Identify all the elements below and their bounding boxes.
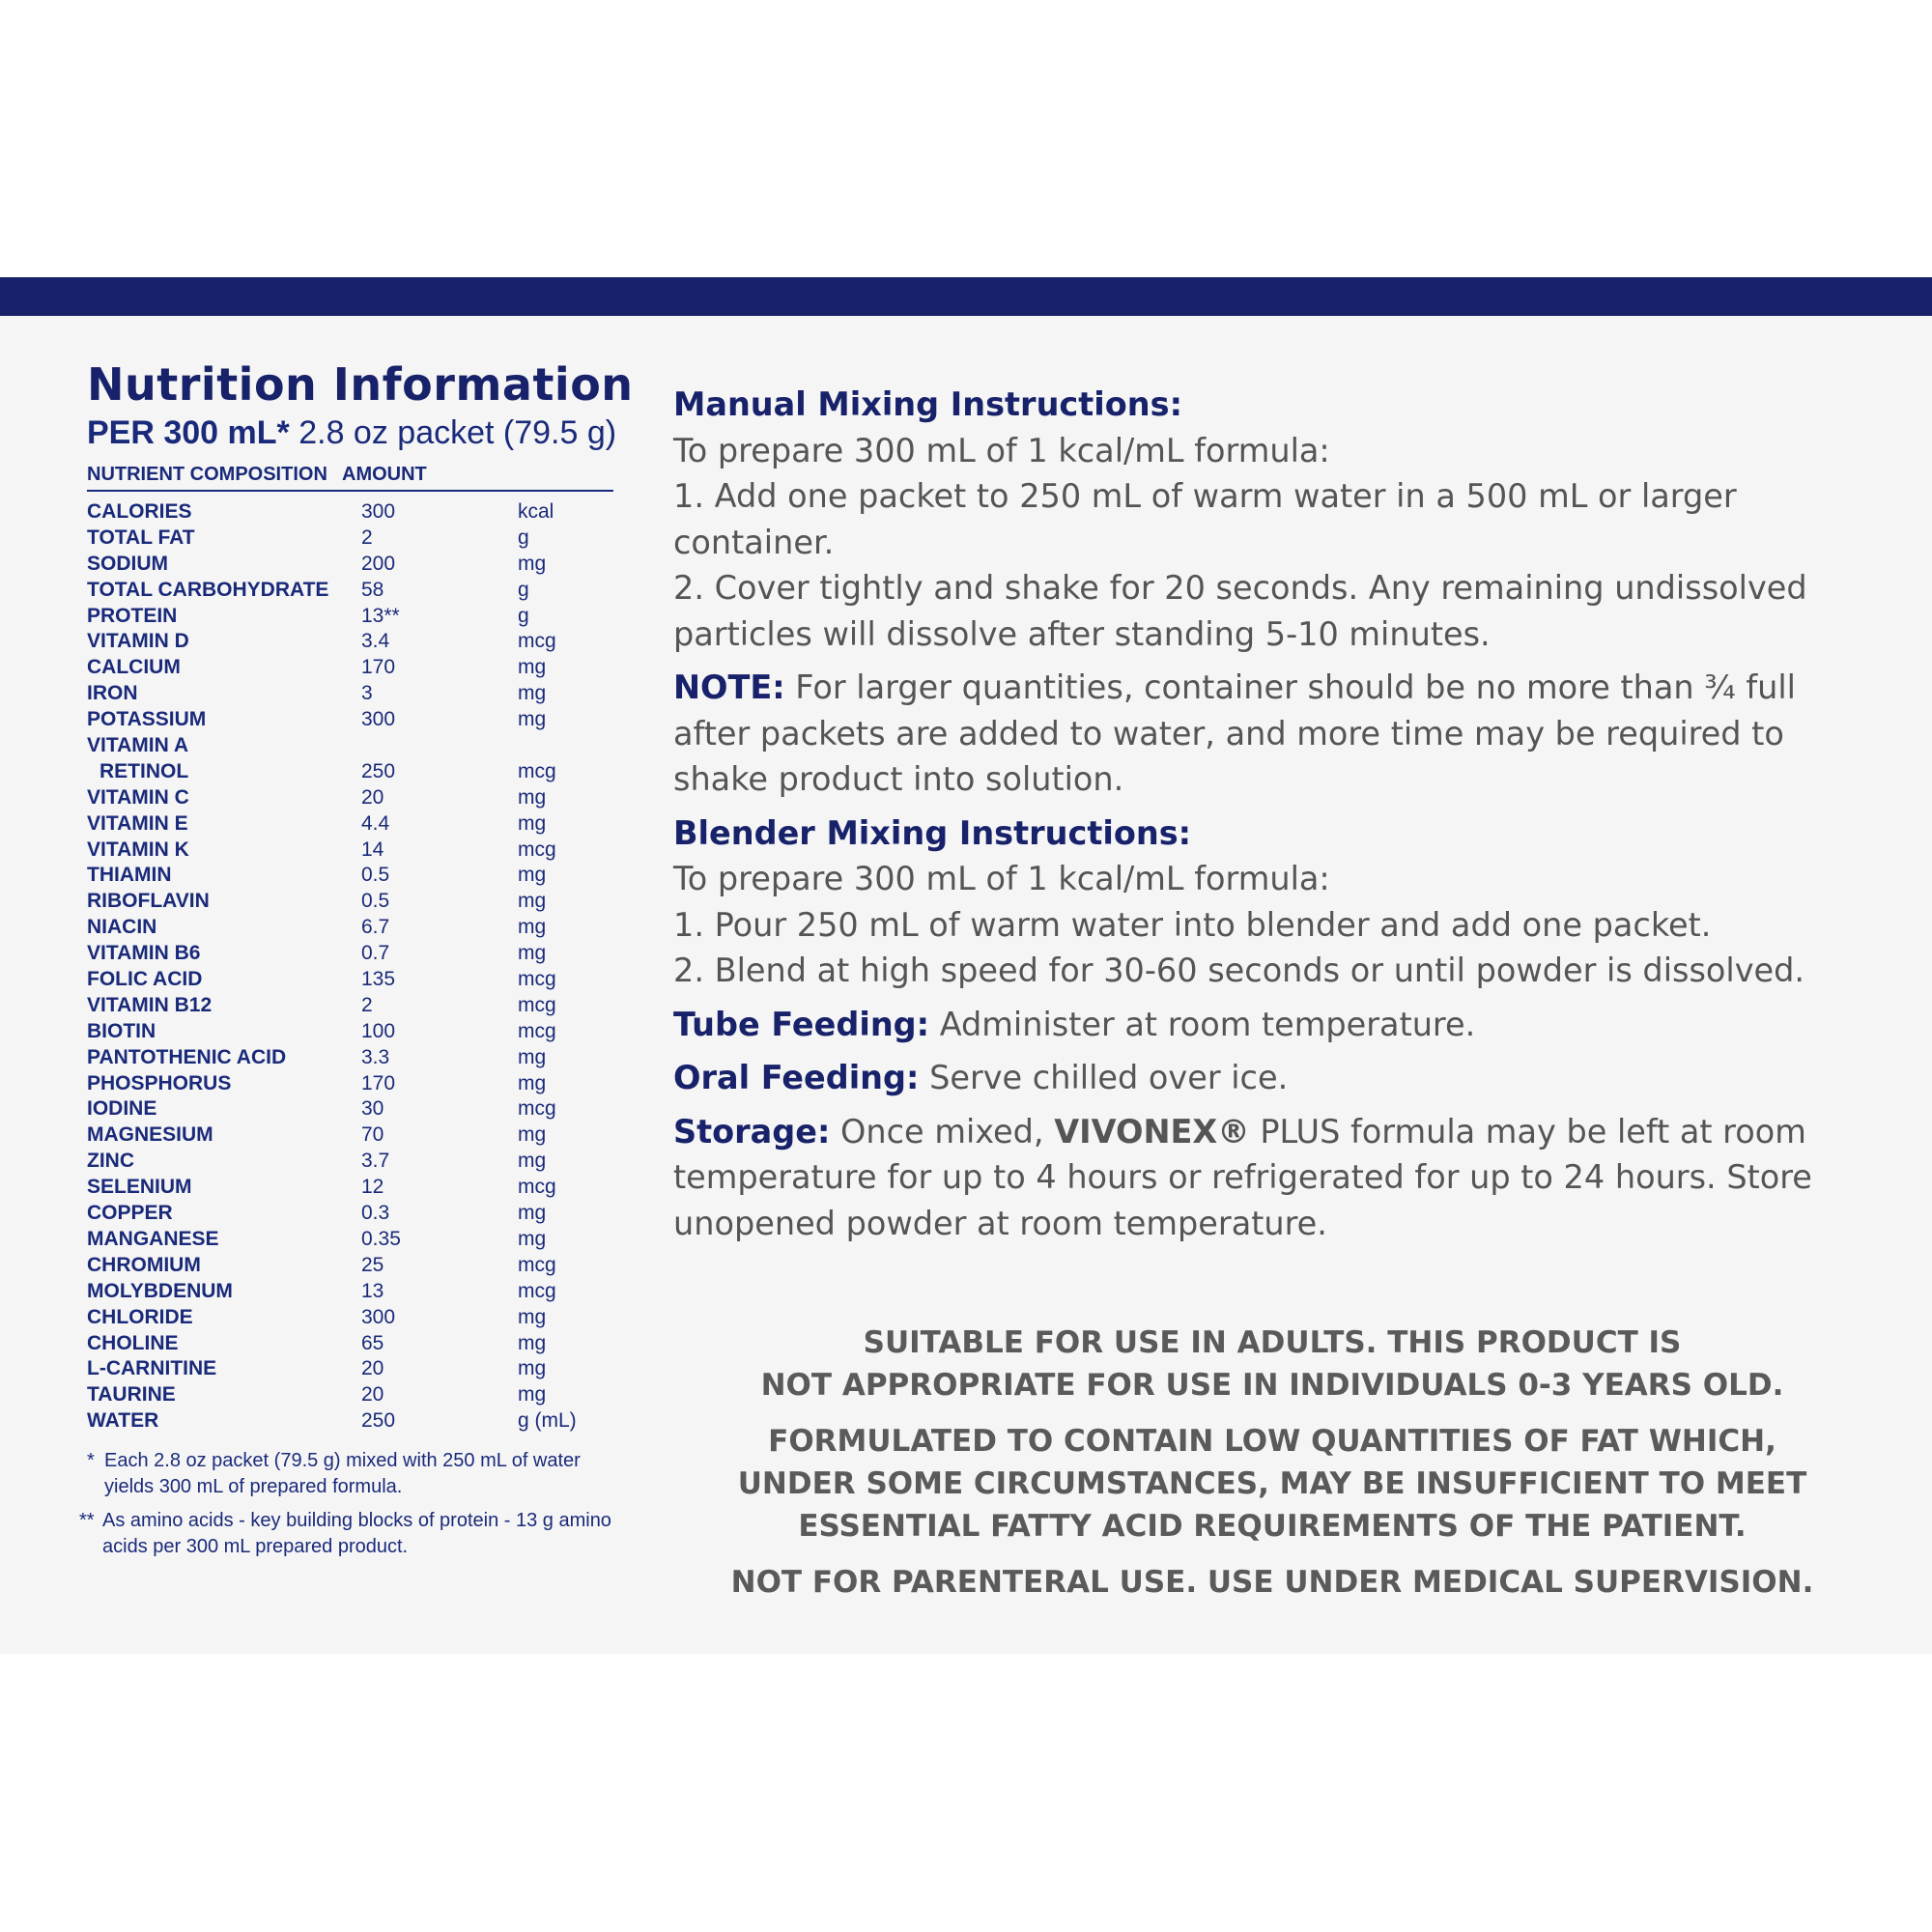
nutrient-unit: mg: [518, 916, 547, 939]
nutrient-row: [87, 499, 613, 526]
nutrient-unit: mg: [518, 552, 547, 575]
nutrient-row: [87, 1149, 613, 1175]
nutrient-unit: mg: [518, 942, 547, 965]
nutrient-row: [87, 681, 613, 707]
nutrient-unit: mg: [518, 811, 547, 835]
nutrient-name: MANGANESE: [87, 1227, 219, 1250]
nutrient-unit: mcg: [518, 1279, 556, 1302]
nutrient-name: TOTAL CARBOHYDRATE: [87, 578, 329, 601]
nutrient-amount: 3: [361, 682, 373, 705]
nutrition-table-body: [87, 492, 613, 1435]
nutrient-amount: 58: [361, 578, 384, 601]
warning-line: ESSENTIAL FATTY ACID REQUIREMENTS OF THE PATIENT.: [798, 1509, 1747, 1544]
blender-mixing-section: [673, 810, 1871, 994]
nutrient-amount: 0.5: [361, 864, 390, 887]
nutrient-row: [87, 707, 613, 733]
nutrient-amount: 70: [361, 1123, 384, 1147]
nutrient-name: L-CARNITINE: [87, 1357, 217, 1380]
nutrient-row: [87, 1122, 613, 1149]
parenteral-warning: [673, 1561, 1871, 1604]
nutrient-row: [87, 1305, 613, 1331]
header-nutrient: NUTRIENT COMPOSITION: [87, 464, 327, 485]
note-section: [673, 665, 1871, 803]
serving-size: [87, 413, 617, 452]
nutrient-unit: mcg: [518, 1176, 556, 1199]
oral-feeding-text: Serve chilled over ice.: [919, 1059, 1289, 1096]
nutrient-row: [87, 967, 613, 993]
nutrient-amount: 170: [361, 656, 396, 679]
nutrient-unit: mg: [518, 1227, 547, 1250]
manual-mixing-heading: Manual Mixing Instructions:: [673, 385, 1182, 423]
nutrient-row: [87, 629, 613, 655]
warning-line: NOT FOR PARENTERAL USE. USE UNDER MEDICAL SUPERVISION.: [730, 1565, 1814, 1600]
nutrient-name: TOTAL FAT: [87, 526, 195, 549]
tube-feeding-paragraph: [673, 1002, 1871, 1048]
nutrient-name: ZINC: [87, 1150, 134, 1173]
nutrient-unit: g (mL): [518, 1409, 577, 1433]
nutrient-row: [87, 526, 613, 552]
storage-paragraph: [673, 1109, 1871, 1247]
footnote-mark: *: [87, 1450, 95, 1472]
nutrition-footnotes: [79, 1448, 613, 1560]
top-color-bar: [0, 277, 1932, 316]
tube-feeding-label: Tube Feeding:: [673, 1005, 930, 1043]
nutrient-amount: 135: [361, 968, 396, 991]
footnote-single: [87, 1448, 613, 1500]
serving-size-detail: 2.8 oz packet (79.5 g): [289, 414, 617, 451]
nutrient-row: [87, 655, 613, 681]
nutrient-row: [87, 1201, 613, 1227]
nutrient-amount: 0.5: [361, 890, 390, 913]
nutrient-unit: mg: [518, 1045, 547, 1068]
nutrient-name: TAURINE: [87, 1383, 176, 1406]
nutrient-row: [87, 863, 613, 889]
nutrient-amount: 6.7: [361, 916, 390, 939]
nutrient-row: [87, 1045, 613, 1071]
blender-mixing-heading: Blender Mixing Instructions:: [673, 813, 1192, 852]
footnote-text: As amino acids - key building blocks of protein - 13 g amino acids per 300 mL prepared product.: [102, 1510, 611, 1558]
nutrient-amount: 14: [361, 838, 384, 861]
nutrient-unit: [518, 733, 610, 759]
nutrient-row: [87, 785, 613, 811]
serving-size-bold: PER 300 mL*: [87, 414, 290, 451]
nutrient-row: [87, 1071, 613, 1097]
nutrient-amount: 20: [361, 1383, 384, 1406]
nutrient-amount: 300: [361, 1305, 396, 1328]
brand-name: VIVONEX®: [1054, 1112, 1250, 1151]
nutrient-amount: 13**: [361, 604, 400, 627]
nutrient-name: VITAMIN K: [87, 838, 189, 861]
storage-label: Storage:: [673, 1112, 831, 1151]
storage-section: [673, 1109, 1871, 1247]
nutrient-name: CHOLINE: [87, 1331, 179, 1354]
nutrient-row: [87, 1408, 613, 1435]
nutrient-name: POTASSIUM: [87, 708, 207, 731]
nutrient-amount: 200: [361, 552, 396, 575]
nutrient-row: [87, 1175, 613, 1201]
nutrient-name: VITAMIN A: [87, 734, 188, 757]
nutrient-name: COPPER: [87, 1202, 173, 1225]
nutrient-unit: mg: [518, 1305, 547, 1328]
oral-feeding-label: Oral Feeding:: [673, 1059, 920, 1096]
nutrient-unit: mg: [518, 785, 547, 809]
nutrient-amount: 65: [361, 1331, 384, 1354]
nutrient-amount: 20: [361, 1357, 384, 1380]
nutrient-unit: mcg: [518, 968, 556, 991]
tube-feeding-section: [673, 1002, 1871, 1048]
fat-warning: [673, 1420, 1871, 1548]
nutrient-amount: 170: [361, 1071, 396, 1094]
nutrient-name: CHLORIDE: [87, 1305, 193, 1328]
warning-line: UNDER SOME CIRCUMSTANCES, MAY BE INSUFFICIENT TO MEET: [737, 1466, 1807, 1501]
note-label: NOTE:: [673, 668, 785, 706]
nutrient-amount: 250: [361, 759, 396, 782]
blender-mixing-step-1: 1. Pour 250 mL of warm water into blender and add one packet.: [673, 905, 1712, 944]
nutrient-unit: mcg: [518, 630, 556, 653]
nutrient-row: [87, 1019, 613, 1045]
manual-mixing-step-2: 2. Cover tightly and shake for 20 seconds. Any remaining undissolved particles will dissolve after standing 5-10 minutes.: [673, 569, 1807, 653]
nutrient-unit: mcg: [518, 1019, 556, 1042]
nutrient-row: [87, 1096, 613, 1122]
nutrient-unit: mg: [518, 1357, 547, 1380]
nutrient-amount: 300: [361, 708, 396, 731]
nutrient-unit: mg: [518, 1383, 547, 1406]
nutrient-name: RIBOFLAVIN: [87, 890, 210, 913]
nutrient-unit: kcal: [518, 500, 554, 523]
nutrient-name: CHROMIUM: [87, 1253, 201, 1276]
nutrient-name: IODINE: [87, 1097, 157, 1121]
nutrient-name: PHOSPHORUS: [87, 1071, 232, 1094]
nutrient-row: [87, 1331, 613, 1357]
nutrient-unit: mg: [518, 682, 547, 705]
nutrient-name: PROTEIN: [87, 604, 178, 627]
nutrient-unit: mg: [518, 1202, 547, 1225]
nutrient-name: PANTOTHENIC ACID: [87, 1045, 287, 1068]
nutrient-amount: 100: [361, 1019, 396, 1042]
manual-mixing-intro: To prepare 300 mL of 1 kcal/mL formula:: [673, 431, 1330, 469]
nutrient-unit: mcg: [518, 759, 556, 782]
warning-line: SUITABLE FOR USE IN ADULTS. THIS PRODUCT IS: [863, 1325, 1682, 1360]
nutrient-row: [87, 759, 613, 785]
nutrient-unit: mcg: [518, 1253, 556, 1276]
nutrient-amount: 12: [361, 1176, 384, 1199]
nutrient-row: [87, 1382, 613, 1408]
nutrient-amount: 0.35: [361, 1227, 401, 1250]
nutrient-row: [87, 604, 613, 630]
mixing-instructions: [673, 382, 1871, 1254]
nutrient-amount: 0.7: [361, 942, 390, 965]
nutrient-unit: mcg: [518, 993, 556, 1016]
nutrient-row: [87, 552, 613, 578]
nutrient-name: VITAMIN B6: [87, 942, 201, 965]
nutrient-row: [87, 838, 613, 864]
nutrient-row: [87, 1227, 613, 1253]
age-warning: [673, 1321, 1871, 1406]
nutrient-unit: g: [518, 578, 529, 601]
nutrition-table-header: [87, 452, 613, 492]
nutrient-amount: 3.4: [361, 630, 390, 653]
nutrient-unit: mg: [518, 890, 547, 913]
nutrient-unit: g: [518, 526, 529, 549]
nutrient-unit: mg: [518, 1331, 547, 1354]
nutrient-amount: 25: [361, 1253, 384, 1276]
nutrient-amount: 3.7: [361, 1150, 390, 1173]
nutrient-amount: 0.3: [361, 1202, 390, 1225]
footnote-mark: **: [79, 1510, 95, 1532]
note-paragraph: [673, 665, 1871, 803]
nutrient-row: [87, 578, 613, 604]
nutrient-amount: 30: [361, 1097, 384, 1121]
manual-mixing-section: [673, 382, 1871, 657]
header-amount: AMOUNT: [342, 464, 427, 485]
nutrient-row: [87, 1279, 613, 1305]
nutrient-unit: mg: [518, 656, 547, 679]
nutrient-unit: mg: [518, 864, 547, 887]
nutrient-amount: 3.3: [361, 1045, 390, 1068]
nutrient-amount: 13: [361, 1279, 384, 1302]
warning-line: FORMULATED TO CONTAIN LOW QUANTITIES OF FAT WHICH,: [768, 1424, 1776, 1459]
blender-mixing-intro: To prepare 300 mL of 1 kcal/mL formula:: [673, 860, 1330, 897]
tube-feeding-text: Administer at room temperature.: [929, 1005, 1476, 1043]
nutrient-row: [87, 1253, 613, 1279]
nutrient-name: IRON: [87, 682, 138, 705]
nutrient-unit: mg: [518, 708, 547, 731]
nutrient-name: CALCIUM: [87, 656, 181, 679]
nutrient-amount: 4.4: [361, 811, 390, 835]
nutrient-row: [87, 811, 613, 838]
nutrient-name: MOLYBDENUM: [87, 1279, 233, 1302]
nutrient-name: WATER: [87, 1409, 159, 1433]
warning-line: NOT APPROPRIATE FOR USE IN INDIVIDUALS 0-3 YEARS OLD.: [760, 1368, 1784, 1403]
nutrient-row: [87, 941, 613, 967]
nutrient-name: RETINOL: [99, 759, 189, 782]
nutrient-amount: 2: [361, 993, 373, 1016]
nutrient-amount: 2: [361, 526, 373, 549]
nutrient-row: [87, 915, 613, 941]
nutrient-unit: mg: [518, 1150, 547, 1173]
nutrient-row: [87, 733, 613, 759]
nutrient-unit: g: [518, 604, 529, 627]
nutrition-title: Nutrition Information: [87, 358, 634, 411]
nutrient-amount: 300: [361, 500, 396, 523]
nutrient-name: VITAMIN C: [87, 785, 189, 809]
nutrient-name: MAGNESIUM: [87, 1123, 213, 1147]
warnings: [673, 1321, 1871, 1617]
storage-text: PLUS formula may be left at room temperature for up to 4 hours or refrigerated for up to 24 hours. Store unopened powder at room temperature.: [673, 1112, 1812, 1242]
nutrient-name: NIACIN: [87, 916, 157, 939]
oral-feeding-section: [673, 1055, 1871, 1101]
blender-mixing-step-2: 2. Blend at high speed for 30-60 seconds or until powder is dissolved.: [673, 952, 1805, 989]
nutrient-name: CALORIES: [87, 500, 192, 523]
manual-mixing-step-1: 1. Add one packet to 250 mL of warm water in a 500 mL or larger container.: [673, 477, 1737, 561]
nutrient-name: SODIUM: [87, 552, 168, 575]
footnote-double: [79, 1508, 613, 1560]
nutrient-row: [87, 889, 613, 915]
nutrient-name: THIAMIN: [87, 864, 172, 887]
nutrient-unit: mg: [518, 1123, 547, 1147]
nutrient-name: VITAMIN E: [87, 811, 188, 835]
storage-prefix: Once mixed,: [830, 1112, 1055, 1151]
nutrient-amount: [361, 733, 518, 759]
nutrient-amount: 20: [361, 785, 384, 809]
nutrient-unit: mcg: [518, 1097, 556, 1121]
nutrition-information: [79, 357, 634, 1568]
nutrient-name: BIOTIN: [87, 1019, 156, 1042]
nutrient-name: VITAMIN B12: [87, 993, 213, 1016]
nutrient-name: SELENIUM: [87, 1176, 192, 1199]
nutrient-row: [87, 993, 613, 1019]
nutrient-name: FOLIC ACID: [87, 968, 203, 991]
nutrient-unit: mg: [518, 1071, 547, 1094]
footnote-text: Each 2.8 oz packet (79.5 g) mixed with 250 mL of water yields 300 mL of prepared formula.: [104, 1450, 581, 1498]
nutrient-amount: 250: [361, 1409, 396, 1433]
oral-feeding-paragraph: [673, 1055, 1871, 1101]
nutrient-unit: mcg: [518, 838, 556, 861]
nutrient-row: [87, 1356, 613, 1382]
note-text: For larger quantities, container should be no more than ¾ full after packets are added to water, and more time may be required to shake product into solution.: [673, 668, 1796, 798]
nutrient-name: VITAMIN D: [87, 630, 189, 653]
